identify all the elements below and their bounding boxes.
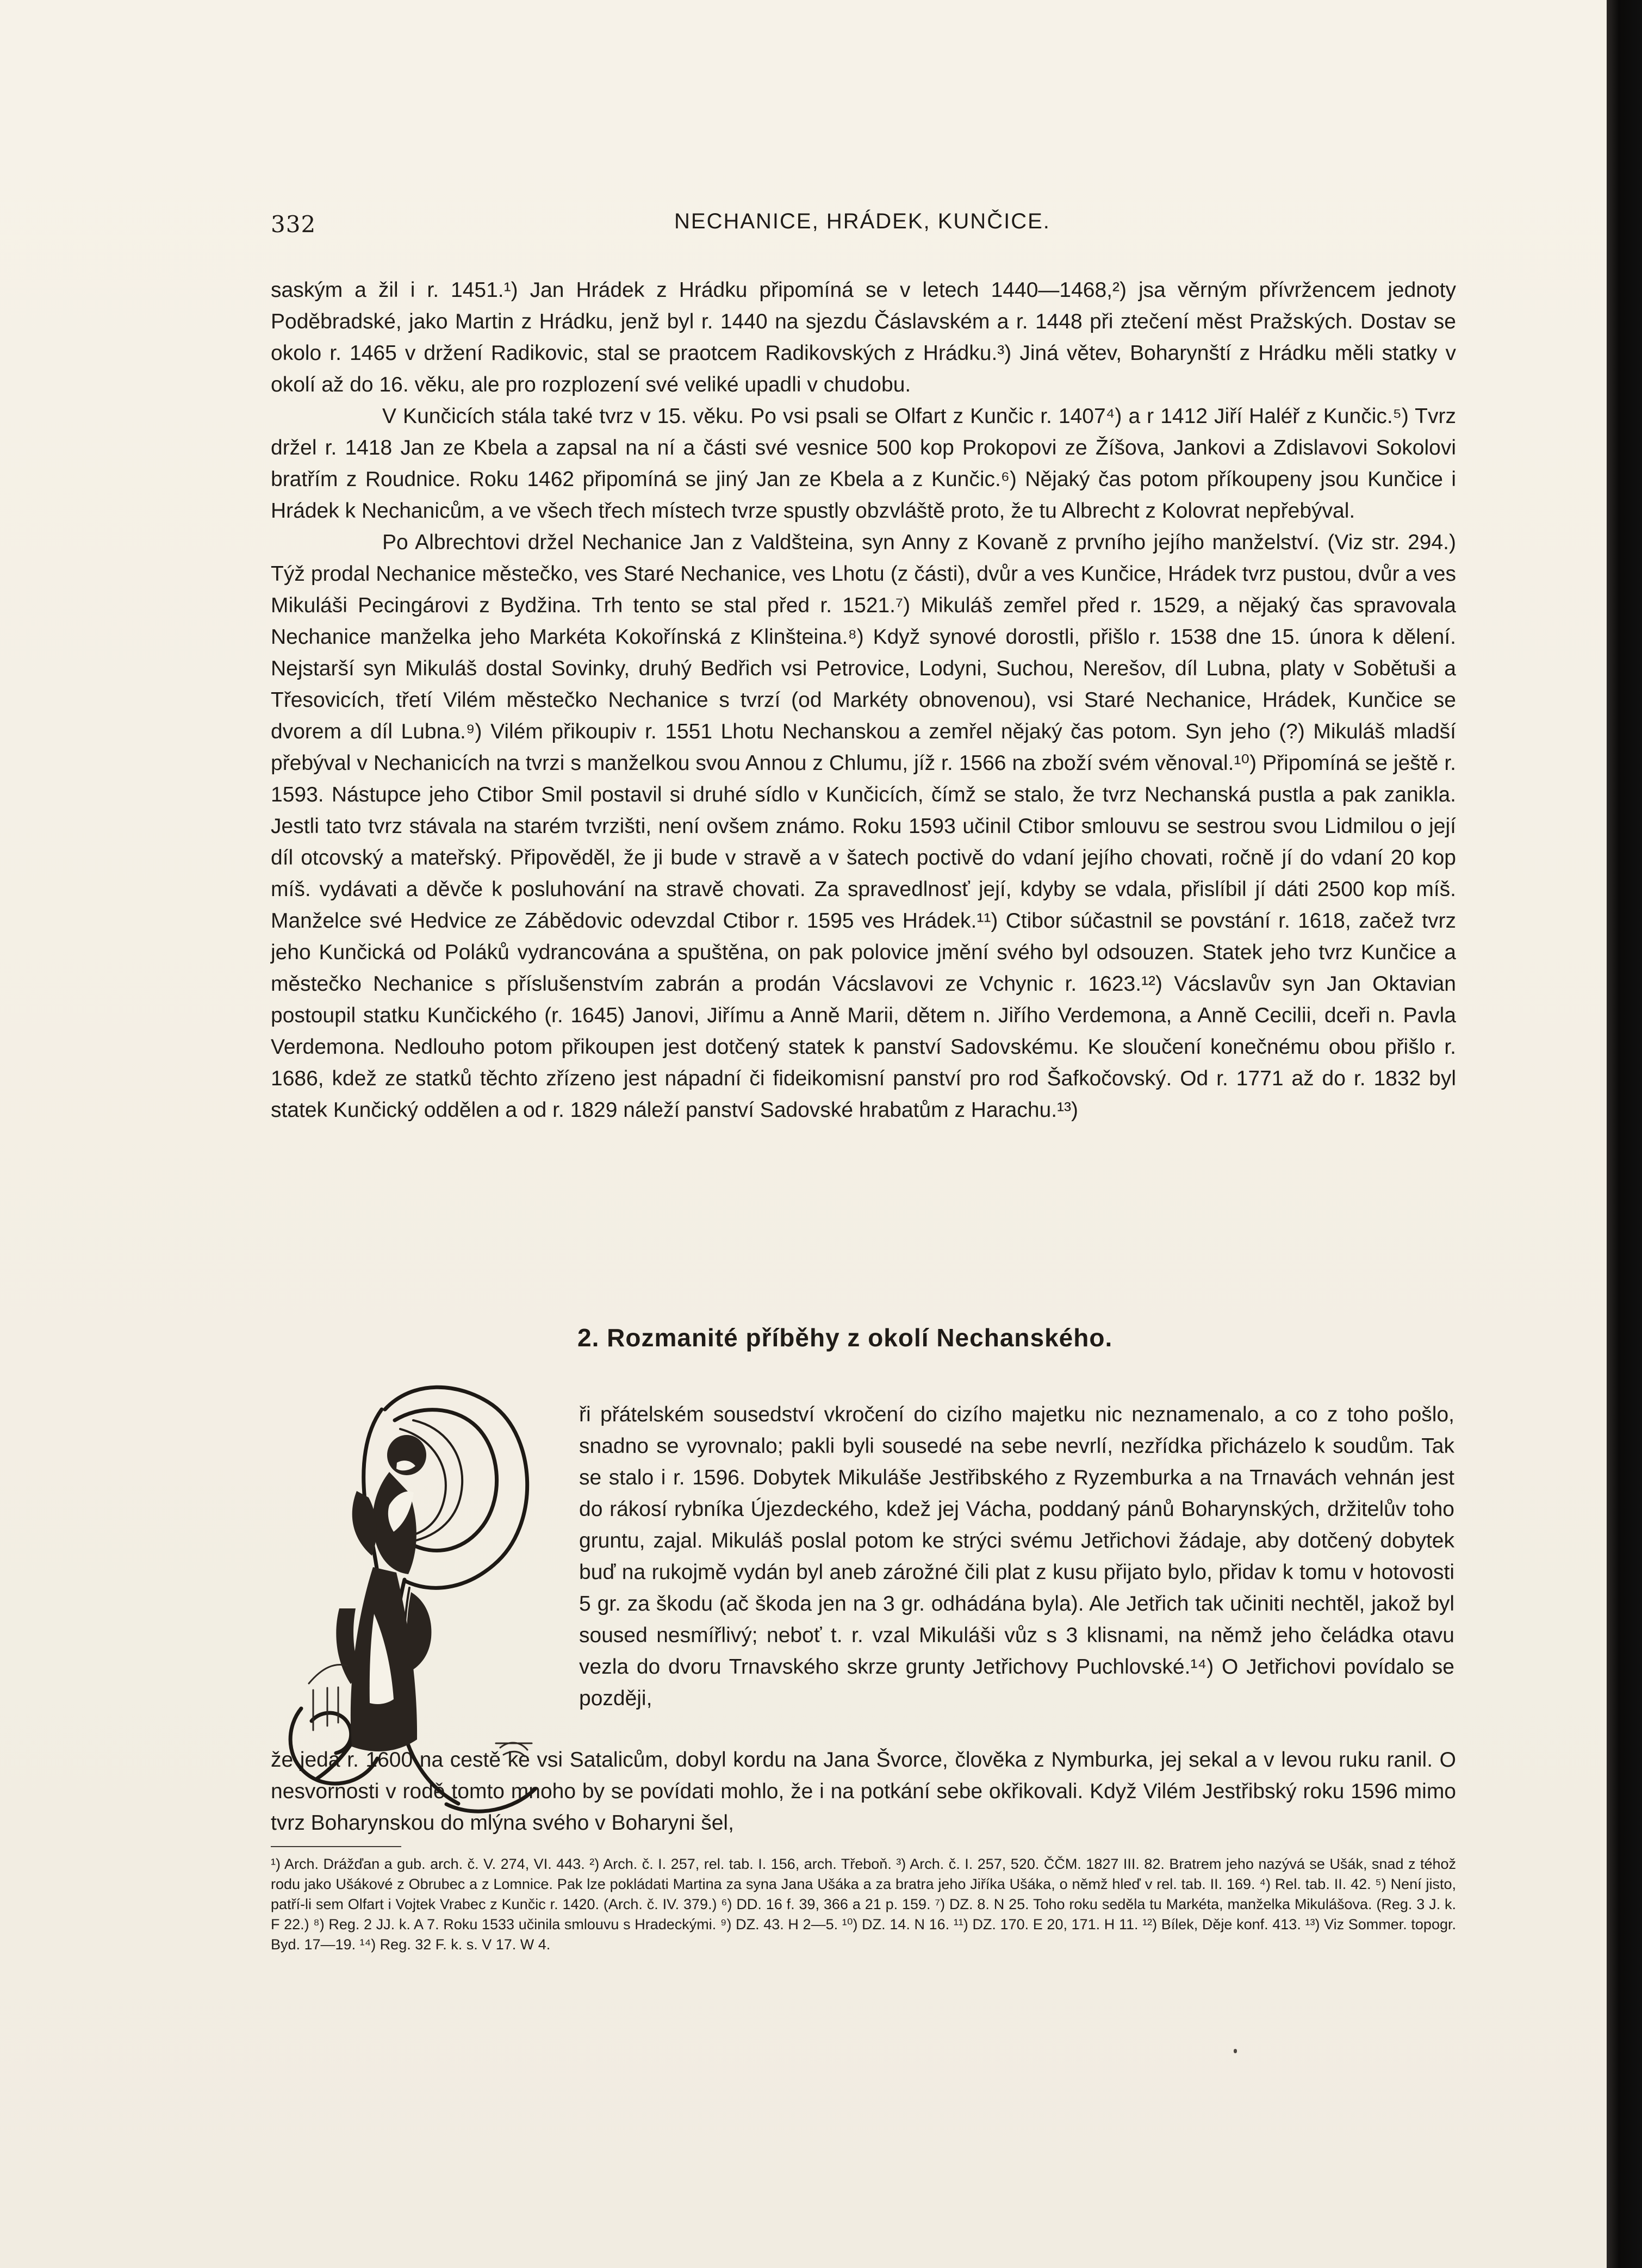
main-text-block [271,275,1456,1126]
paragraph-3: Po Albrechtovi držel Nechanice Jan z Valdšteina, syn Anny z Kovaně z prvního jejího manželství. (Viz str. 294.) Týž prodal Nechanice městečko, ves Staré Nechanice, ves Lhotu (z části), dvůr a ves Kunčice, Hrádek tvrz pustou, dvůr a ves Mikuláši Pecingárovi z Bydžina. Trh tento se stal před r. 1521.⁷) Mikuláš zemřel před r. 1529, a nějaký čas spravovala Nechanice manželka jeho Markéta Kokořínská z Klinšteina.⁸) Když synové dorostli, přišlo r. 1538 dne 15. února k dělení. Nejstarší syn Mikuláš dostal Sovinky, druhý Bedřich vsi Petrovice, Lodyni, Suchou, Nerešov, díl Lubna, platy v Sobětuši a Třesovicích, třetí Vilém městečko Nechanice s tvrzí (od Markéty obnovenou), vsi Staré Nechanice, Hrádek, Kunčice se dvorem a díl Lubna.⁹) Vilém přikoupiv r. 1551 Lhotu Nechanskou a zemřel nějaký čas potom. Syn jeho (?) Mikuláš mladší přebýval v Nechanicích na tvrzi s manželkou svou Annou z Chlumu, jíž r. 1566 na zboží svém věnoval.¹⁰) Připomíná se ještě r. 1593. Nástupce jeho Ctibor Smil postavil si druhé sídlo v Kunčicích, čímž se stalo, že tvrz Nechanská pustla a pak zanikla. Jestli tato tvrz stávala na starém tvrzišti, není ovšem známo. Roku 1593 učinil Ctibor smlouvu se sestrou svou Lidmilou o její díl otcovský a mateřský. Připověděl, že ji bude v stravě a v šatech poctivě do vdaní jejího chovati, ročně jí do vdaní 20 kop míš. vydávati a děvče k posluhování na stravě chovati. Za spravedlnosť její, kdyby se vdala, přislíbil jí dáti 2500 kop míš. Manželce své Hedvice ze Zábědovic odevzdal Ctibor r. 1595 ves Hrádek.¹¹) Ctibor súčastnil se povstání r. 1618, začež tvrz jeho Kunčická od Poláků vydrancována a spuštěna, on pak polovice jmění svého byl odsouzen. Statek jeho tvrz Kunčice a městečko Nechanice s příslušenstvím zabrán a prodán Vácslavovi ze Vchynic r. 1623.¹²) Vácslavův syn Jan Oktavian postoupil statku Kunčického (r. 1645) Janovi, Jiřímu a Anně Marii, dětem n. Jiřího Verdemona, a Anně Cecilii, dceři n. Pavla Verdemona. Nedlouho potom přikoupen jest dotčený statek k panství Sadovskému. Ke sloučení konečnému obou přišlo r. 1686, kdež ze statků těchto zřízeno jest nápadní či fideikomisní panství pro rod Šafkočovský. Od r. 1771 až do r. 1832 byl statek Kunčický oddělen a od r. 1829 náleží panství Sadovské hrabatům z Harachu.¹³) [271,531,1456,1122]
page-number: 332 [271,211,316,238]
footnotes-block [271,1854,1456,1955]
footnote-divider [271,1846,401,1847]
running-head: NECHANICE, HRÁDEK, KUNČICE. [674,209,1050,233]
footnotes-text: ¹) Arch. Drážďan a gub. arch. č. V. 274, VI. 443. ²) Arch. č. I. 257, rel. tab. I. 156, arch. Třeboň. ³) Arch. č. I. 257, 520. ČČM. 1827 III. 82. Bratrem jeho nazývá se Ušák, snad z téhož rodu jako Ušákové z Obrubec a z Lomnice. Pak lze pokládati Martina za syna Jana Ušáka a za bratra jeho Jiříka Ušáka, o němž hleď v rel. tab. II. 169. ⁴) Rel. tab. II. 42. ⁵) Není jisto, patří-li sem Olfart i Vojtek Vrabec z Kunčic r. 1420. (Arch. č. IV. 379.) ⁶) DD. 16 f. 39, 366 a 21 p. 159. ⁷) DZ. 8. N 25. Toho roku seděla tu Markéta, manželka Mikulášova. (Reg. 3 J. k. F 22.) ⁸) Reg. 2 JJ. k. A 7. Roku 1533 učinila smlouvu s Hradeckými. ⁹) DZ. 43. H 2—5. ¹⁰) DZ. 14. N 16. ¹¹) DZ. 170. E 20, 171. H 11. ¹²) Bílek, Děje konf. 413. ¹³) Viz Sommer. topogr. Byd. 17—19. ¹⁴) Reg. 32 F. k. s. V 17. W 4. [271,1856,1456,1953]
story-continuation-block: že jeda r. 1600 na cestě ke vsi Satalicům, dobyl kordu na Jana Švorce, člověka z Nymburka, jej sekal a v levou ruku ranil. O nesvornosti v rodě tomto mnoho by se povídati mohlo, že i na potkání sebe okřikovali. Když Vilém Jestřibský roku 1596 mimo tvrz Boharynskou do mlýna svého v Boharyni šel, [271,1748,1456,1835]
paragraph-1: saským a žil i r. 1451.¹) Jan Hrádek z Hrádku připomíná se v letech 1440—1468,²) jsa věrným přívržencem jednoty Poděbradské, jako Martin z Hrádku, jenž byl r. 1440 na sjezdu Čáslavském a r. 1448 při ztečení měst Pražských. Dostav se okolo r. 1465 v držení Radikovic, stal se praotcem Radikovských z Hrádku.³) Jiná větev, Boharynští z Hrádku měli statky v okolí až do 16. věku, ale pro rozplození své veliké upadli v chudobu. [271,278,1456,396]
scan-edge [1607,0,1642,2268]
ink-mark [1234,2049,1237,2053]
paragraph-2: V Kunčicích stála také tvrz v 15. věku. Po vsi psali se Olfart z Kunčic r. 1407⁴) a r 1412 Jiří Haléř z Kunčic.⁵) Tvrz držel r. 1418 Jan ze Kbela a zapsal na ní a části své vesnice 500 kop Prokopovi ze Žíšova, Jankovi a Zdislavovi Sokolovi bratřím z Roudnice. Roku 1462 připomíná se jiný Jan ze Kbela a z Kunčic.⁶) Nějaký čas potom příkoupeny jsou Kunčice i Hrádek k Nechanicům, a ve všech třech místech tvrze spustly obzvláště proto, že tu Albrecht z Kolovrat nepřebýval. [271,405,1456,523]
section-heading: 2. Rozmanité příběhy z okolí Nechanského. [577,1323,1113,1352]
story-first-block: ři přátelském sousedství vkročení do cizího majetku nic neznamenalo, a co z toho pošlo, snadno se vyrovnalo; pakli byli sousedé na sebe nevrlí, nezřídka přicházelo k soudům. Tak se stalo i r. 1596. Dobytek Mikuláše Jestřibského z Ryzemburka a na Trnavách vehnán jest do rákosí rybníka Újezdeckého, kdež jej Vácha, poddaný pánů Boharynských, držitelův toho gruntu, zajal. Mikuláš poslal potom ke strýci svému Jetřichovi žádaje, aby dotčený dobytek buď na rukojmě vydán byl aneb zárožné čili plat z kusu přijato bylo, přidav k tomu v hotovosti 5 gr. za škodu (ač škoda jen na 3 gr. odhádána byla). Ale Jetřich tak učiniti nechtěl, jakož byl soused nesmířlivý; neboť t. r. vzal Mikuláši vůz s 3 klisnami, na němž jeho čeládka otavu vezla do dvoru Trnavského skrze grunty Jetřichovy Puchlovské.¹⁴) O Jetřichovi povídalo se později, [579,1403,1454,1710]
